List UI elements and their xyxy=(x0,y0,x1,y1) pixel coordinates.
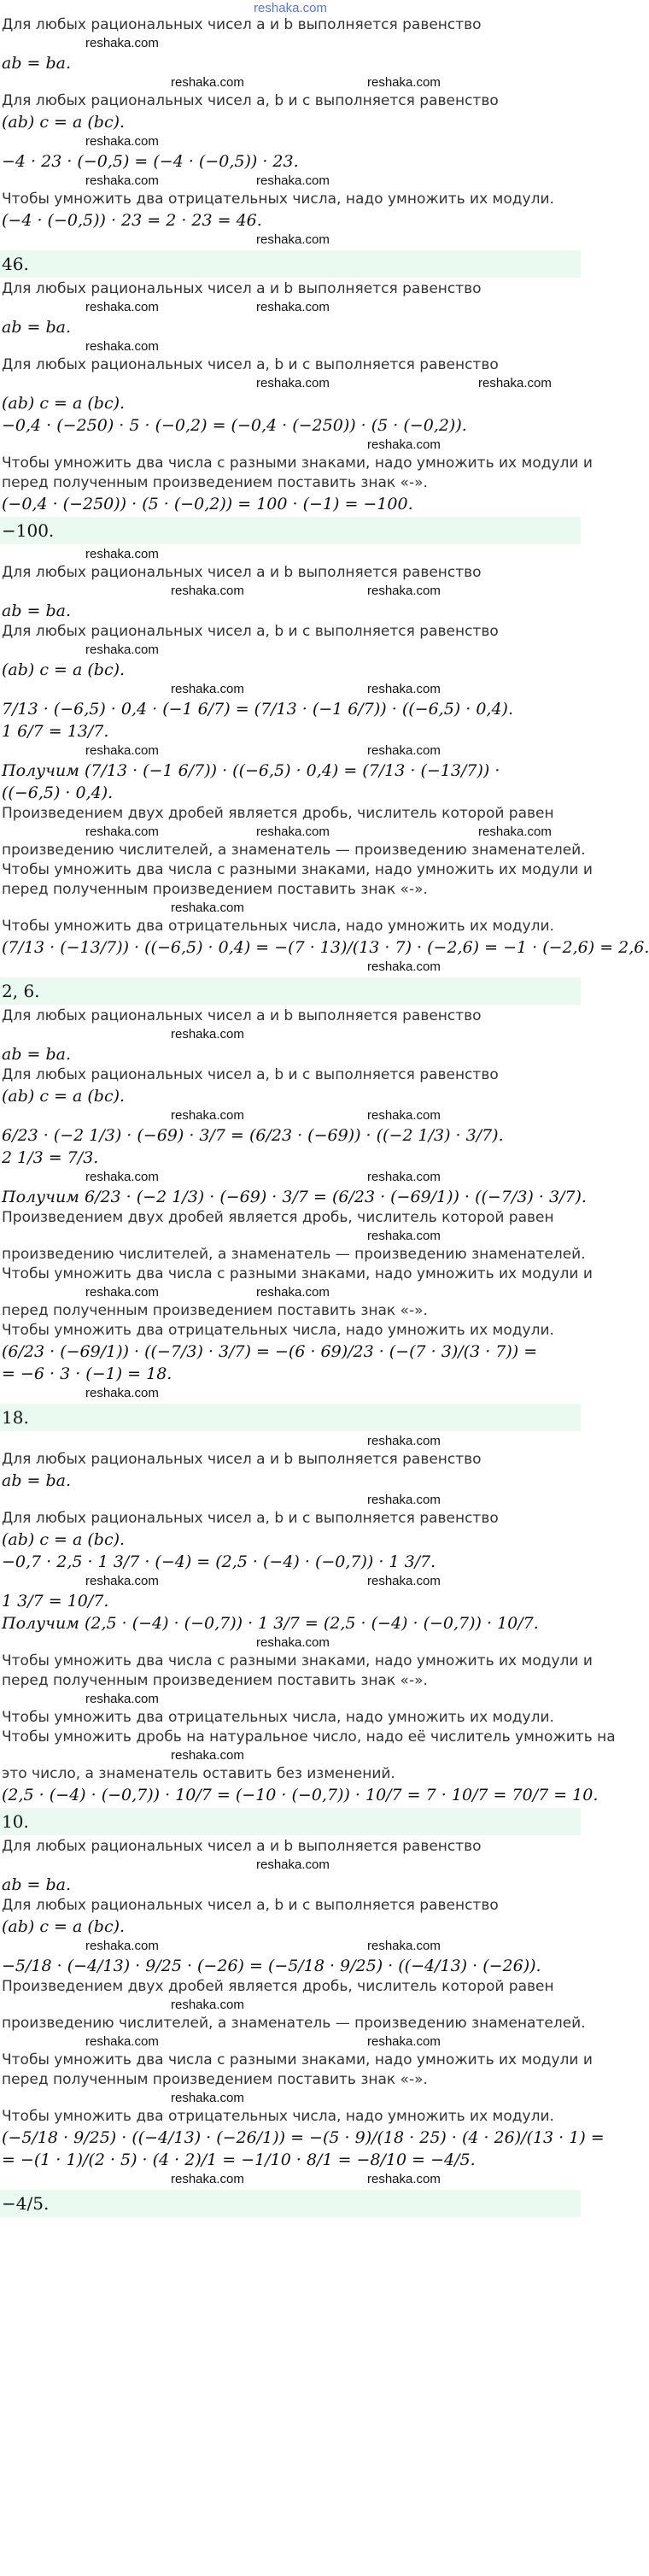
watermark: reshaka.com xyxy=(85,824,159,839)
watermark: reshaka.com xyxy=(171,1108,244,1123)
watermark: reshaka.com xyxy=(171,901,244,915)
watermark: reshaka.com xyxy=(256,824,330,839)
rule-natural: Чтобы умножить дробь на натуральное число, надо её числитель умножить на xyxy=(2,1728,616,1746)
step-line: Получим 6/23 · (−2 1/3) · (−69) · 3/7 = (6/23 · (−69/1)) · ((−7/3) · 3/7). xyxy=(2,1188,587,1206)
rule-associative: Для любых рациональных чисел a, b и c выполняется равенство xyxy=(2,92,499,109)
watermark-row xyxy=(0,900,581,917)
watermark-row xyxy=(0,824,581,841)
watermark-row xyxy=(0,1997,581,2014)
watermark-row xyxy=(0,1284,581,1301)
watermark-row xyxy=(0,338,581,355)
answer-box: −4/5. xyxy=(0,2190,581,2217)
rule-fractions: Произведением двух дробей является дробь, числитель которой равен xyxy=(2,1978,554,1995)
step-line: 2 1/3 = 7/3. xyxy=(2,1148,99,1167)
watermark: reshaka.com xyxy=(171,2172,244,2186)
answer-box: 18. xyxy=(0,1404,581,1431)
watermark-row xyxy=(0,1026,581,1043)
watermark-row xyxy=(0,2033,581,2051)
watermark: reshaka.com xyxy=(85,36,159,50)
watermark: reshaka.com xyxy=(171,75,244,90)
step-line: = −(1 · 1)/(2 · 5) · (4 · 2)/1 = −1/10 · 8/1 = −8/10 = −4/5. xyxy=(2,2151,476,2169)
rule-fractions: Произведением двух дробей является дробь, числитель которой равен xyxy=(2,805,554,822)
watermark: reshaka.com xyxy=(367,743,441,758)
watermark: reshaka.com xyxy=(85,173,159,188)
rule-negative: Чтобы умножить два отрицательных числа, надо умножить их модули. xyxy=(2,918,554,935)
watermark-row xyxy=(0,642,581,659)
solution-2 xyxy=(0,279,593,563)
watermark: reshaka.com xyxy=(85,339,159,354)
step-line: −5/18 · (−4/13) · 9/25 · (−26) = (−5/18 · 9/25) · ((−4/13) · (−26)). xyxy=(2,1957,541,1975)
watermark: reshaka.com xyxy=(367,1229,441,1243)
watermark-row xyxy=(0,1107,581,1124)
rule-fractions: Произведением двух дробей является дробь, числитель которой равен xyxy=(2,1209,554,1226)
rule-associative: Для любых рациональных чисел a, b и c выполняется равенство xyxy=(2,1066,499,1083)
rule-mixed-signs: Чтобы умножить два числа с разными знаками, надо умножить их модули и xyxy=(2,1265,593,1282)
step-line: = −6 · 3 · (−1) = 18. xyxy=(2,1364,172,1383)
watermark: reshaka.com xyxy=(171,1998,244,2012)
rule-mixed-signs-2: перед полученным произведением поставить знак «-». xyxy=(2,1302,428,1319)
watermark: reshaka.com xyxy=(85,134,159,149)
solution-5 xyxy=(0,1433,616,1835)
step-line: (−0,4 · (−250)) · (5 · (−0,2)) = 100 · (−1) = −100. xyxy=(2,495,413,513)
rule-associative: Для любых рациональных чисел a, b и c выполняется равенство xyxy=(2,1510,499,1527)
rule-fractions-2: произведению числителей, а знаменатель — произведению знаменателей. xyxy=(2,2015,586,2032)
watermark: reshaka.com xyxy=(367,2034,441,2049)
watermark-row xyxy=(0,1691,581,1708)
step-line: (6/23 · (−69/1)) · ((−7/3) · 3/7) = −(6 · 69)/23 · (−(7 · 3)/(3 · 7)) = xyxy=(2,1342,538,1361)
rule-mixed-signs: Чтобы умножить два числа с разными знаками, надо умножить их модули и xyxy=(2,455,593,472)
watermark: reshaka.com xyxy=(367,1493,441,1507)
watermark: reshaka.com xyxy=(85,1939,159,1953)
watermark: reshaka.com xyxy=(85,1574,159,1588)
watermark: reshaka.com xyxy=(171,682,244,696)
rule-associative: Для любых рациональных чисел a, b и c выполняется равенство xyxy=(2,356,499,373)
watermark-row xyxy=(0,2090,581,2107)
answer-box: 46. xyxy=(0,250,581,278)
watermark: reshaka.com xyxy=(478,376,552,390)
rule-negative: Чтобы умножить два отрицательных числа, надо умножить их модули. xyxy=(2,1322,554,1339)
step-line: Получим (7/13 · (−1 6/7)) · ((−6,5) · 0,4) = (7/13 · (−13/7)) · xyxy=(2,761,500,780)
watermark: reshaka.com xyxy=(85,1386,159,1400)
watermark: reshaka.com xyxy=(256,1635,330,1650)
rule-mixed-signs-2: перед полученным произведением поставить знак «-». xyxy=(2,881,428,898)
step-line: 6/23 · (−2 1/3) · (−69) · 3/7 = (6/23 · (−69)) · ((−2 1/3) · 3/7). xyxy=(2,1126,504,1145)
watermark-row xyxy=(0,959,581,976)
solution-content xyxy=(0,15,649,2219)
rule-commutative-formula: ab = ba. xyxy=(2,54,72,73)
rule-commutative: Для любых рациональных чисел a и b выполняется равенство xyxy=(2,564,482,581)
watermark-row xyxy=(0,1573,581,1590)
rule-associative: Для любых рациональных чисел a, b и c выполняется равенство xyxy=(2,623,499,640)
watermark-row xyxy=(0,173,581,190)
step-line: 7/13 · (−6,5) · 0,4 · (−1 6/7) = (7/13 · (−1 6/7)) · ((−6,5) · 0,4). xyxy=(2,700,513,719)
rule-commutative: Для любых рациональных чисел a и b выполняется равенство xyxy=(2,1838,482,1855)
rule-associative-formula: (ab) c = a (bc). xyxy=(2,394,126,413)
watermark-row xyxy=(0,2171,581,2188)
watermark: reshaka.com xyxy=(367,584,441,598)
watermark: reshaka.com xyxy=(171,2091,244,2105)
rule-negative: Чтобы умножить два отрицательных числа, надо умножить их модули. xyxy=(2,1709,554,1726)
watermark: reshaka.com xyxy=(85,1692,159,1706)
rule-associative-formula: (ab) c = a (bc). xyxy=(2,660,126,679)
watermark-row xyxy=(0,299,581,316)
solution-3 xyxy=(0,563,649,1005)
step-line: 1 6/7 = 13/7. xyxy=(2,722,109,741)
step-line: (−4 · (−0,5)) · 23 = 2 · 23 = 46. xyxy=(2,211,262,230)
watermark: reshaka.com xyxy=(367,75,441,90)
answer-box: 2, 6. xyxy=(0,977,581,1005)
watermark: reshaka.com xyxy=(367,682,441,696)
rule-commutative-formula: ab = ba. xyxy=(2,1875,72,1894)
watermark: reshaka.com xyxy=(478,824,552,839)
watermark-row xyxy=(0,1747,581,1764)
rule-commutative-formula: ab = ba. xyxy=(2,1045,72,1064)
watermark: reshaka.com xyxy=(171,584,244,598)
watermark-row xyxy=(0,742,581,760)
rule-fractions-2: произведению числителей, а знаменатель — произведению знаменателей. xyxy=(2,842,586,859)
watermark: reshaka.com xyxy=(256,232,330,247)
watermark-row xyxy=(0,1228,581,1245)
watermark: reshaka.com xyxy=(85,743,159,758)
watermark: reshaka.com xyxy=(85,2034,159,2049)
rule-associative-formula: (ab) c = a (bc). xyxy=(2,113,126,132)
watermark: reshaka.com xyxy=(367,2172,441,2186)
watermark: reshaka.com xyxy=(367,1939,441,1953)
watermark: reshaka.com xyxy=(85,1285,159,1300)
watermark: reshaka.com xyxy=(367,1434,441,1448)
rule-mixed-signs: Чтобы умножить два числа с разными знаками, надо умножить их модули и xyxy=(2,1652,593,1669)
watermark-row xyxy=(0,232,581,249)
rule-negative: Чтобы умножить два отрицательных числа, надо умножить их модули. xyxy=(2,191,554,208)
watermark-row xyxy=(0,1938,581,1955)
step-line: −0,7 · 2,5 · 1 3/7 · (−4) = (2,5 · (−4) · (−0,7)) · 1 3/7. xyxy=(2,1552,436,1571)
watermark-row xyxy=(0,583,581,600)
watermark-row xyxy=(0,681,581,698)
watermark-row xyxy=(0,1169,581,1186)
watermark: reshaka.com xyxy=(367,1108,441,1123)
watermark-row xyxy=(0,546,581,563)
watermark: reshaka.com xyxy=(85,643,159,657)
watermark: reshaka.com xyxy=(367,1574,441,1588)
watermark: reshaka.com xyxy=(256,376,330,390)
rule-associative-formula: (ab) c = a (bc). xyxy=(2,1087,126,1106)
watermark: reshaka.com xyxy=(256,300,330,314)
watermark: reshaka.com xyxy=(85,300,159,314)
watermark: reshaka.com xyxy=(367,1170,441,1184)
watermark-row xyxy=(0,1857,581,1874)
rule-commutative: Для любых рациональных чисел a и b выполняется равенство xyxy=(2,280,482,297)
rule-associative: Для любых рациональных чисел a, b и c выполняется равенство xyxy=(2,1897,499,1914)
rule-commutative: Для любых рациональных чисел a и b выполняется равенство xyxy=(2,16,482,33)
rule-mixed-signs: Чтобы умножить два числа с разными знаками, надо умножить их модули и xyxy=(2,861,593,878)
watermark-row xyxy=(0,1385,581,1402)
watermark: reshaka.com xyxy=(367,437,441,452)
step-line: −4 · 23 · (−0,5) = (−4 · (−0,5)) · 23. xyxy=(2,152,299,171)
watermark-row xyxy=(0,35,581,52)
step-line: −0,4 · (−250) · 5 · (−0,2) = (−0,4 · (−250)) · (5 · (−0,2)). xyxy=(2,416,467,435)
watermark-row xyxy=(0,1492,581,1509)
step-line: 1 3/7 = 10/7. xyxy=(2,1592,109,1611)
watermark: reshaka.com xyxy=(171,1027,244,1042)
rule-mixed-signs-2: перед полученным произведением поставить знак «-». xyxy=(2,1672,428,1689)
rule-associative-formula: (ab) c = a (bc). xyxy=(2,1530,126,1549)
rule-commutative: Для любых рациональных чисел a и b выполняется равенство xyxy=(2,1007,482,1024)
step-line: (7/13 · (−13/7)) · ((−6,5) · 0,4) = −(7 · 13)/(13 · 7) · (−2,6) = −1 · (−2,6) = 2,6. xyxy=(2,938,649,957)
watermark: reshaka.com xyxy=(367,959,441,974)
rule-commutative-formula: ab = ba. xyxy=(2,601,72,620)
rule-commutative-formula: ab = ba. xyxy=(2,318,72,337)
rule-fractions-2: произведению числителей, а знаменатель — произведению знаменателей. xyxy=(2,1246,586,1263)
step-line: (−5/18 · 9/25) · ((−4/13) · (−26/1)) = −(5 · 9)/(18 · 25) · (4 · 26)/(13 · 1) = xyxy=(2,2128,605,2147)
watermark-row xyxy=(0,1433,581,1450)
watermark: reshaka.com xyxy=(85,547,159,561)
step-line: Получим (2,5 · (−4) · (−0,7)) · 1 3/7 = (2,5 · (−4) · (−0,7)) · 10/7. xyxy=(2,1614,539,1633)
step-line: ((−6,5) · 0,4). xyxy=(2,783,114,802)
watermark-row xyxy=(0,74,581,91)
watermark: reshaka.com xyxy=(85,1170,159,1184)
rule-commutative-formula: ab = ba. xyxy=(2,1471,72,1490)
answer-box: −100. xyxy=(0,517,581,544)
watermark: reshaka.com xyxy=(256,1857,330,1872)
watermark-row xyxy=(0,1634,581,1652)
rule-negative: Чтобы умножить два отрицательных числа, надо умножить их модули. xyxy=(2,2108,554,2125)
rule-mixed-signs-2: перед полученным произведением поставить знак «-». xyxy=(2,474,428,491)
watermark: reshaka.com xyxy=(256,1285,330,1300)
solution-4 xyxy=(0,1006,593,1431)
rule-natural-2: это число, а знаменатель оставить без изменений. xyxy=(2,1765,395,1782)
rule-commutative: Для любых рациональных чисел a и b выполняется равенство xyxy=(2,1451,482,1468)
watermark: reshaka.com xyxy=(171,1748,244,1763)
watermark-row xyxy=(0,133,581,150)
watermark-row xyxy=(0,437,581,454)
step-line: (2,5 · (−4) · (−0,7)) · 10/7 = (−10 · (−0,7)) · 10/7 = 7 · 10/7 = 70/7 = 10. xyxy=(2,1786,599,1804)
rule-mixed-signs: Чтобы умножить два числа с разными знаками, надо умножить их модули и xyxy=(2,2051,593,2068)
site-watermark: reshaka.com xyxy=(254,1,327,15)
solution-6 xyxy=(0,1837,605,2217)
watermark: reshaka.com xyxy=(256,173,330,188)
watermark-row xyxy=(0,375,581,392)
rule-mixed-signs-2: перед полученным произведением поставить знак «-». xyxy=(2,2071,428,2088)
rule-associative-formula: (ab) c = a (bc). xyxy=(2,1917,126,1936)
answer-box: 10. xyxy=(0,1808,581,1835)
solution-1 xyxy=(0,15,581,278)
